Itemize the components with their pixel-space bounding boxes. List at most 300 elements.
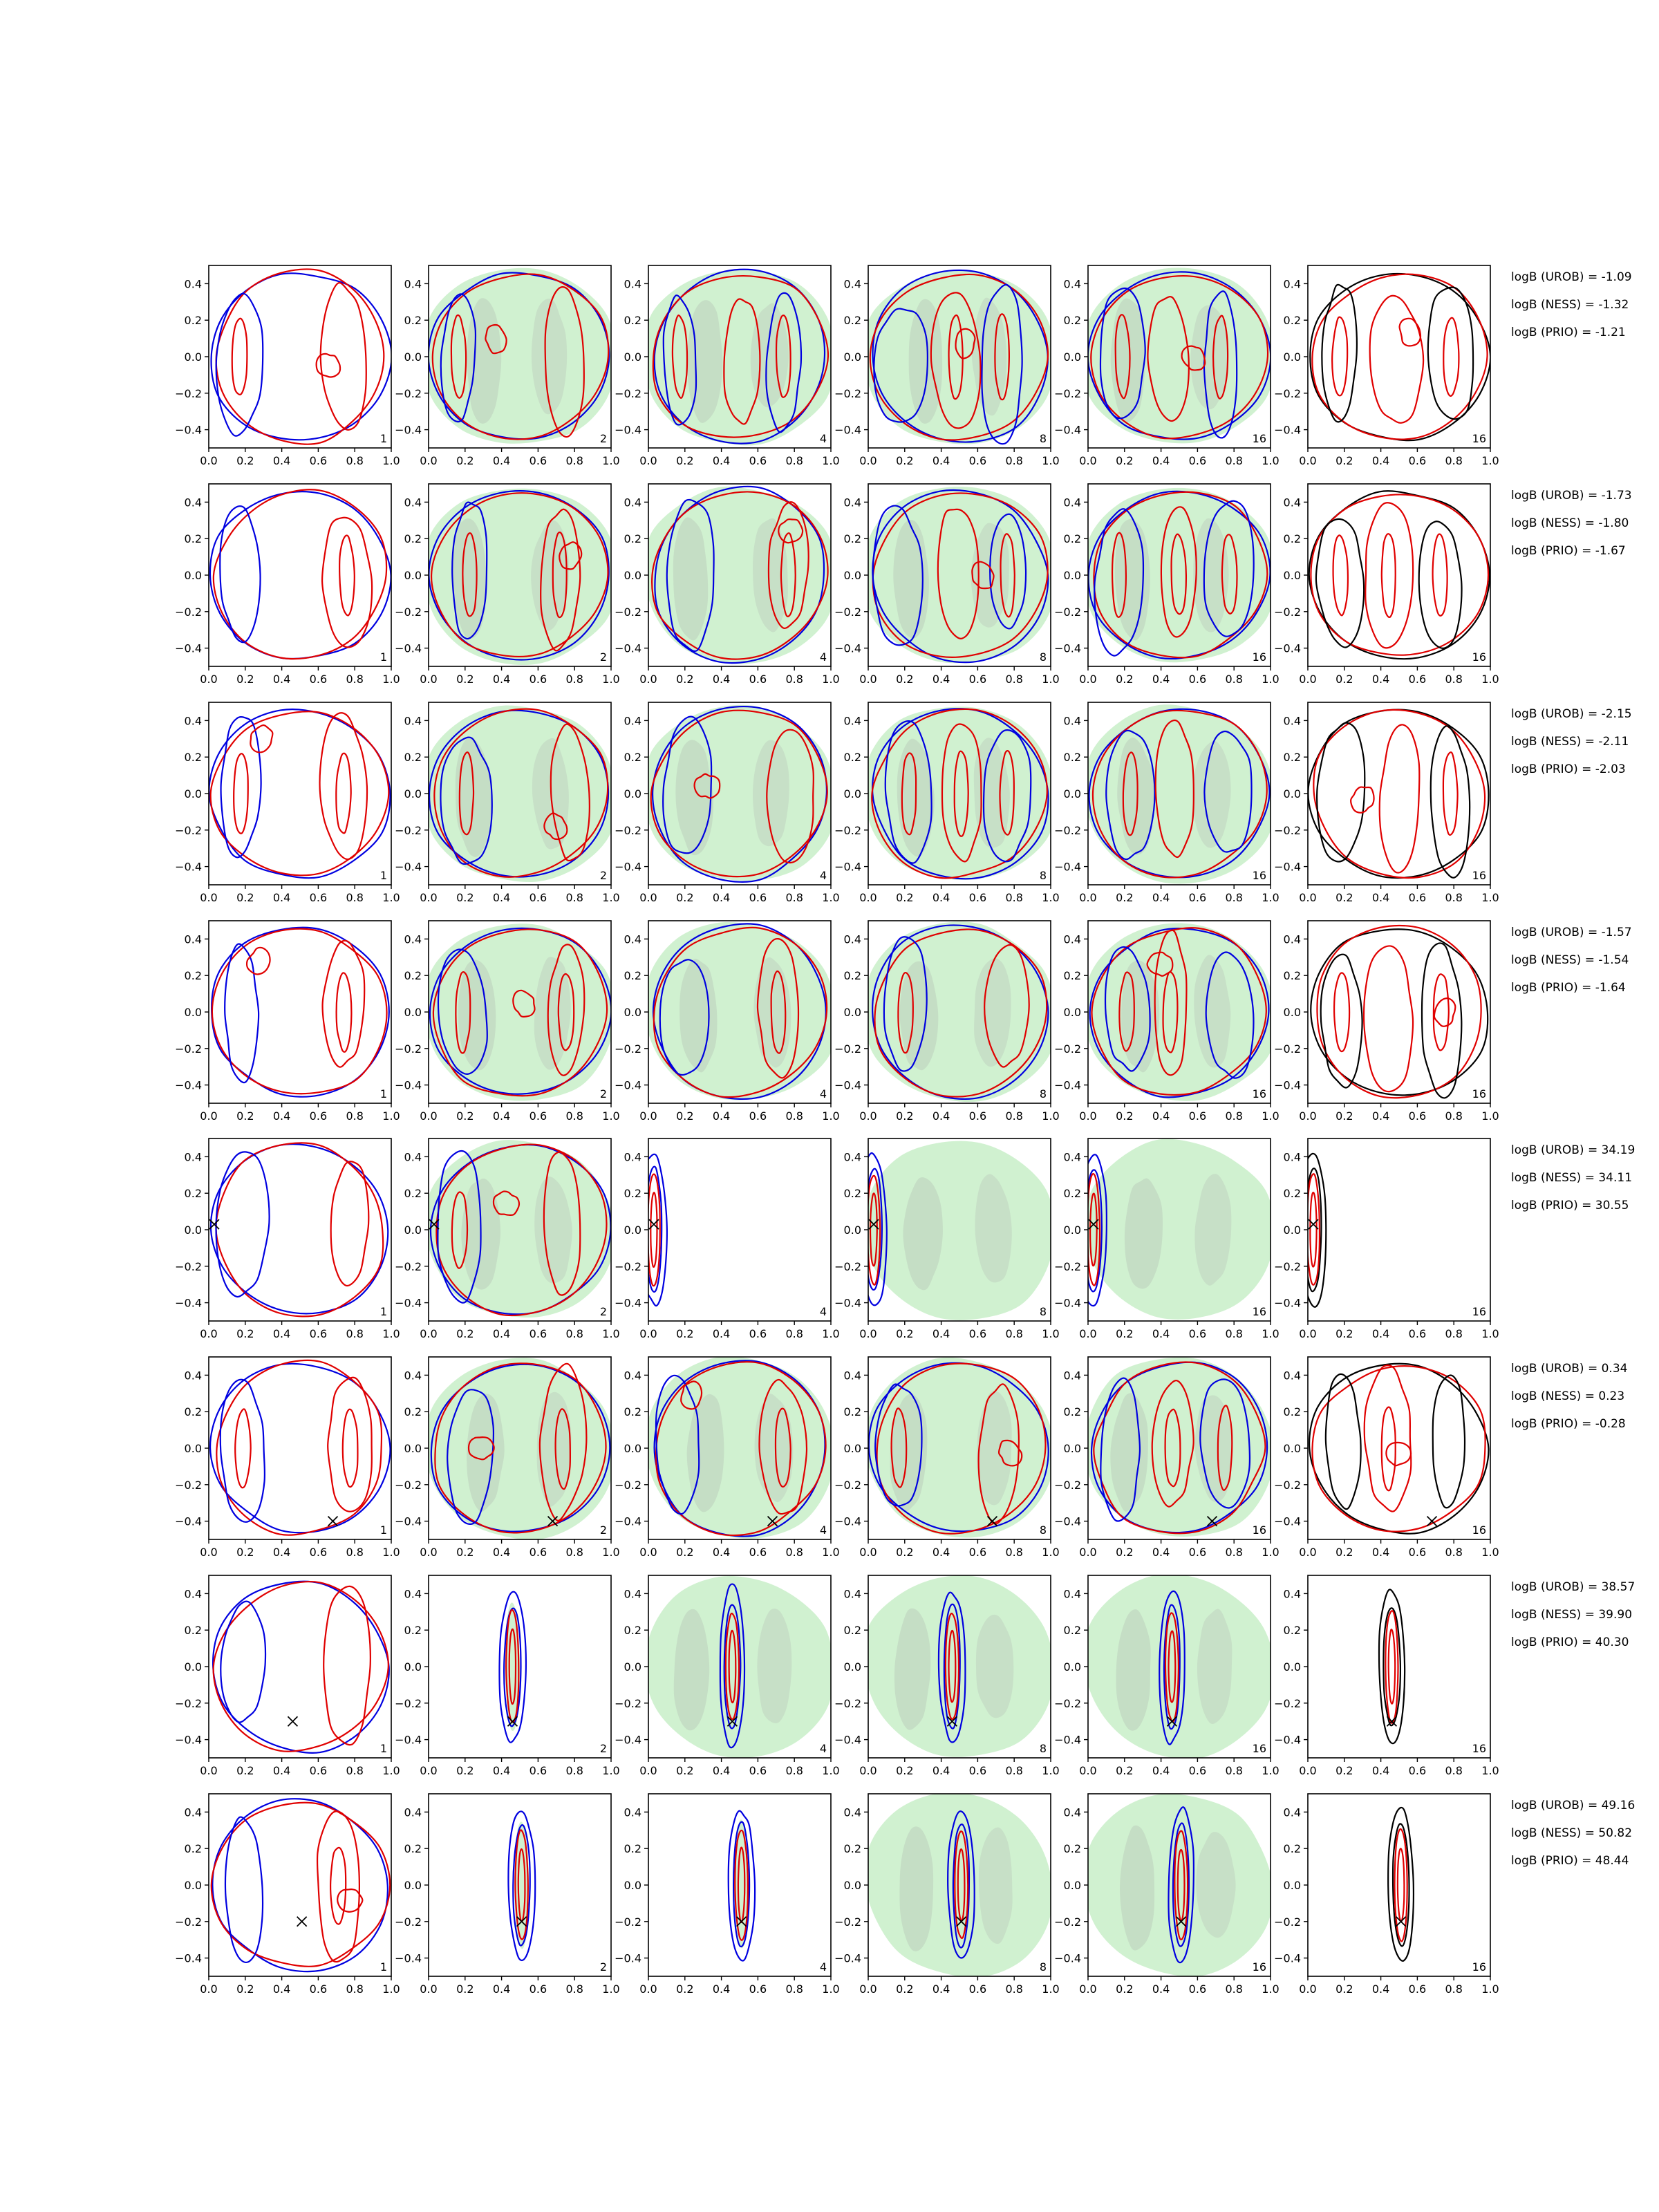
x-tick-label: 1.0 (382, 1764, 400, 1777)
logb-annotation: logB (PRIO) = -0.28 (1511, 1417, 1626, 1431)
axes-frame (1308, 921, 1490, 1103)
y-tick-label: 0.2 (184, 751, 202, 765)
y-tick-label: 0.0 (843, 1879, 861, 1892)
panel-r7-c3 (615, 1575, 840, 1777)
contour-lobe-inner (1334, 973, 1349, 1051)
x-tick-label: 0.6 (309, 1546, 328, 1559)
panel-label: 2 (599, 869, 607, 882)
x-tick-label: 1.0 (1481, 1983, 1499, 1996)
panel-r6-c6 (1274, 1357, 1499, 1559)
x-tick-label: 0.8 (1225, 891, 1243, 904)
panel-label: 1 (379, 1524, 387, 1537)
contour-frame-red (1313, 710, 1485, 878)
y-tick-label: 0.0 (843, 787, 861, 800)
logb-annotation: logB (NESS) = -1.54 (1511, 953, 1629, 967)
y-tick-label: 0.4 (843, 1150, 861, 1164)
y-tick-label: −0.2 (615, 1259, 641, 1273)
y-tick-label: 0.0 (1283, 350, 1301, 364)
panel-label: 4 (819, 1960, 827, 1974)
y-tick-label: 0.2 (404, 1187, 422, 1201)
contour-lobe-inner (1382, 1407, 1396, 1491)
logb-annotation: logB (NESS) = -1.80 (1511, 516, 1629, 530)
y-tick-label: 0.0 (843, 1660, 861, 1674)
x-tick-label: 0.2 (676, 454, 694, 467)
panel-label: 8 (1039, 1960, 1047, 1974)
y-tick-label: 0.0 (1063, 1224, 1081, 1237)
x-tick-label: 1.0 (822, 454, 840, 467)
x-tick-label: 0.4 (1152, 1327, 1170, 1340)
y-tick-label: −0.2 (615, 1696, 641, 1710)
x-tick-label: 0.6 (968, 891, 987, 904)
x-tick-label: 0.0 (1079, 673, 1097, 686)
x-tick-label: 0.2 (456, 891, 474, 904)
y-tick-label: 0.0 (404, 1660, 422, 1674)
y-tick-label: 0.2 (624, 532, 641, 546)
y-tick-label: 0.4 (1283, 932, 1301, 946)
x-tick-label: 0.4 (1152, 1546, 1170, 1559)
y-tick-label: 0.4 (843, 714, 861, 728)
contour-red-outer (1395, 1829, 1407, 1941)
x-tick-label: 0.8 (346, 1327, 364, 1340)
panel-r7-c2 (395, 1575, 620, 1777)
panel-r5-c1 (175, 1138, 400, 1340)
x-tick-label: 1.0 (1262, 1327, 1280, 1340)
x-tick-label: 0.8 (1445, 673, 1463, 686)
x-tick-label: 0.6 (1408, 891, 1427, 904)
y-tick-label: −0.4 (615, 1733, 641, 1747)
y-tick-label: −0.2 (834, 1259, 861, 1273)
axes-frame (1308, 1794, 1490, 1976)
x-tick-label: 0.2 (456, 1764, 474, 1777)
x-tick-label: 0.0 (639, 1546, 657, 1559)
y-tick-label: −0.4 (1274, 860, 1301, 874)
y-tick-label: 0.2 (404, 532, 422, 546)
panel-label: 2 (599, 1960, 607, 1974)
x-tick-label: 0.0 (1299, 1109, 1317, 1123)
x-tick-label: 0.0 (1079, 1327, 1097, 1340)
x-tick-label: 0.2 (1116, 454, 1134, 467)
contour-lobe (221, 1380, 265, 1522)
y-tick-label: −0.4 (395, 1078, 422, 1092)
x-tick-label: 0.8 (346, 1109, 364, 1123)
y-tick-label: −0.4 (1054, 641, 1081, 655)
logb-annotation: logB (PRIO) = -1.21 (1511, 326, 1626, 339)
x-tick-label: 0.8 (785, 891, 803, 904)
x-tick-label: 1.0 (1262, 1764, 1280, 1777)
y-tick-label: −0.2 (615, 605, 641, 619)
x-tick-label: 0.6 (968, 1546, 987, 1559)
contour-lobe (1380, 724, 1420, 872)
panel-label: 16 (1472, 650, 1486, 664)
y-tick-label: −0.2 (175, 386, 202, 400)
panel-r4-c1 (175, 921, 400, 1123)
contour-lobe-inner (235, 1409, 251, 1488)
panel-r8-c3 (615, 1794, 840, 1996)
contour-lobe-inner (1332, 317, 1347, 396)
y-tick-label: 0.0 (404, 1224, 422, 1237)
x-tick-label: 0.2 (1116, 1109, 1134, 1123)
y-tick-label: −0.4 (615, 641, 641, 655)
y-tick-label: −0.2 (1054, 1478, 1081, 1492)
y-tick-label: 0.2 (1063, 1405, 1081, 1419)
x-tick-label: 0.8 (346, 1764, 364, 1777)
logb-annotation: logB (UROB) = 49.16 (1511, 1799, 1635, 1812)
x-tick-label: 0.4 (1152, 673, 1170, 686)
contour-lobe (328, 1378, 372, 1512)
y-tick-label: −0.2 (834, 1915, 861, 1929)
x-tick-label: 1.0 (602, 673, 620, 686)
y-tick-label: −0.4 (834, 1515, 861, 1528)
y-tick-label: 0.4 (843, 1369, 861, 1382)
x-tick-label: 0.0 (1079, 1546, 1097, 1559)
x-tick-label: 0.4 (1371, 454, 1390, 467)
x-tick-label: 0.4 (1152, 1764, 1170, 1777)
x-tick-label: 0.0 (1079, 1109, 1097, 1123)
x-tick-label: 0.2 (1335, 1546, 1353, 1559)
contour-lobe (331, 1161, 369, 1286)
panel-r4-c2 (395, 921, 620, 1123)
panel-label: 16 (1252, 1087, 1266, 1100)
panel-label: 8 (1039, 1524, 1047, 1537)
y-tick-label: 0.4 (184, 277, 202, 291)
x-tick-label: 0.6 (1408, 1546, 1427, 1559)
contour-lobe (225, 1817, 263, 1962)
panel-label: 2 (599, 432, 607, 445)
contour-lobe-inner (1382, 534, 1396, 617)
y-tick-label: 0.2 (404, 969, 422, 983)
x-tick-label: 1.0 (1262, 891, 1280, 904)
x-tick-label: 0.0 (859, 454, 877, 467)
panel-label: 2 (599, 1087, 607, 1100)
x-tick-label: 0.6 (529, 1983, 547, 1996)
y-tick-label: −0.4 (175, 1078, 202, 1092)
contour-lobe (324, 1586, 371, 1745)
y-tick-label: 0.2 (1283, 1187, 1301, 1201)
x-tick-label: 0.0 (1299, 673, 1317, 686)
x-tick-label: 0.4 (1371, 1983, 1390, 1996)
density-fill (425, 706, 615, 882)
x-tick-label: 0.6 (968, 454, 987, 467)
x-tick-label: 0.6 (1408, 1327, 1427, 1340)
y-tick-label: −0.4 (395, 423, 422, 437)
x-tick-label: 0.4 (1371, 891, 1390, 904)
panel-label: 4 (819, 1524, 827, 1537)
y-tick-label: 0.2 (1063, 532, 1081, 546)
x-tick-label: 0.0 (420, 454, 438, 467)
y-tick-label: 0.0 (404, 787, 422, 800)
panel-r7-c6 (1274, 1575, 1499, 1777)
y-tick-label: 0.4 (624, 1587, 641, 1601)
x-tick-label: 0.8 (565, 454, 583, 467)
contour-lobe (321, 283, 366, 430)
x-tick-label: 0.2 (236, 891, 254, 904)
logb-annotation: logB (NESS) = -2.11 (1511, 735, 1629, 749)
y-tick-label: 0.0 (1283, 1879, 1301, 1892)
panel-label: 1 (379, 432, 387, 445)
panel-r5-c3 (615, 1138, 840, 1340)
y-tick-label: 0.4 (1283, 1150, 1301, 1164)
x-tick-label: 1.0 (1481, 1546, 1499, 1559)
y-tick-label: 0.2 (624, 751, 641, 765)
y-tick-label: −0.4 (1274, 1296, 1301, 1310)
y-tick-label: −0.2 (834, 1478, 861, 1492)
y-tick-label: −0.2 (175, 605, 202, 619)
density-fill-inner (909, 299, 942, 424)
x-tick-label: 0.0 (639, 673, 657, 686)
x-tick-label: 0.4 (1371, 673, 1390, 686)
y-tick-label: −0.4 (834, 423, 861, 437)
x-tick-label: 1.0 (602, 1109, 620, 1123)
y-tick-label: −0.2 (1054, 1042, 1081, 1056)
x-tick-label: 0.8 (785, 673, 803, 686)
x-tick-label: 0.2 (896, 1109, 914, 1123)
panel-label: 4 (819, 432, 827, 445)
x-tick-label: 0.0 (200, 1764, 218, 1777)
x-tick-label: 0.4 (712, 1546, 731, 1559)
panel-label: 8 (1039, 1742, 1047, 1755)
logb-annotation: logB (NESS) = -1.32 (1511, 298, 1629, 312)
panel-label: 16 (1472, 432, 1486, 445)
y-tick-label: 0.4 (184, 714, 202, 728)
x-tick-label: 1.0 (382, 1546, 400, 1559)
panel-label: 2 (599, 1524, 607, 1537)
x-tick-label: 0.6 (1188, 1109, 1207, 1123)
y-tick-label: 0.2 (624, 1187, 641, 1201)
y-tick-label: −0.2 (1274, 1696, 1301, 1710)
x-tick-label: 0.8 (1225, 454, 1243, 467)
x-tick-label: 0.8 (1445, 1764, 1463, 1777)
x-tick-label: 0.4 (1371, 1764, 1390, 1777)
y-tick-label: −0.4 (1054, 1296, 1081, 1310)
panel-label: 4 (819, 1742, 827, 1755)
x-tick-label: 0.2 (1116, 1327, 1134, 1340)
panel-r6-c2 (395, 1357, 620, 1559)
logb-annotation: logB (UROB) = 38.57 (1511, 1580, 1635, 1594)
x-tick-label: 0.8 (1005, 891, 1023, 904)
x-tick-label: 0.6 (749, 454, 767, 467)
y-tick-label: 0.2 (1063, 751, 1081, 765)
y-tick-label: −0.4 (1274, 423, 1301, 437)
contour-lobe-inner (1333, 535, 1348, 615)
x-tick-label: 0.6 (1408, 1764, 1427, 1777)
panel-label: 4 (819, 650, 827, 664)
panel-label: 1 (379, 869, 387, 882)
contour-lobe (1316, 519, 1364, 648)
x-tick-label: 0.8 (1225, 1546, 1243, 1559)
y-tick-label: 0.2 (184, 969, 202, 983)
panel-r1-c3 (615, 265, 840, 467)
y-tick-label: 0.4 (1283, 714, 1301, 728)
x-tick-label: 0.6 (309, 1109, 328, 1123)
y-tick-label: 0.4 (1063, 1369, 1081, 1382)
y-tick-label: 0.4 (1283, 1806, 1301, 1819)
y-tick-label: 0.0 (843, 569, 861, 582)
x-tick-label: 1.0 (1262, 1546, 1280, 1559)
y-tick-label: −0.4 (175, 1515, 202, 1528)
panel-r3-c1 (175, 702, 400, 904)
y-tick-label: 0.4 (1063, 714, 1081, 728)
panel-label: 1 (379, 1305, 387, 1318)
x-tick-label: 1.0 (822, 1546, 840, 1559)
y-tick-label: 0.2 (1283, 1842, 1301, 1856)
x-tick-label: 1.0 (382, 1109, 400, 1123)
y-tick-label: −0.4 (175, 1296, 202, 1310)
x-tick-label: 1.0 (1481, 1327, 1499, 1340)
y-tick-label: 0.4 (843, 496, 861, 509)
x-tick-label: 1.0 (822, 1983, 840, 1996)
x-tick-label: 0.4 (1152, 454, 1170, 467)
density-fill (865, 1792, 1053, 1978)
y-tick-label: −0.2 (1274, 1915, 1301, 1929)
x-tick-label: 0.2 (1116, 1546, 1134, 1559)
x-tick-label: 0.2 (1116, 673, 1134, 686)
panel-r4-c5 (1054, 921, 1280, 1123)
y-tick-label: 0.2 (1063, 1624, 1081, 1638)
x-tick-label: 0.2 (1335, 1764, 1353, 1777)
x-tick-label: 0.2 (236, 1546, 254, 1559)
x-tick-label: 0.2 (676, 1327, 694, 1340)
y-tick-label: 0.4 (404, 714, 422, 728)
axes-frame (209, 1138, 391, 1321)
x-tick-label: 0.8 (346, 1546, 364, 1559)
y-tick-label: 0.2 (404, 1842, 422, 1856)
x-tick-label: 0.2 (676, 1546, 694, 1559)
x-tick-label: 0.6 (1408, 1983, 1427, 1996)
x-tick-label: 1.0 (822, 673, 840, 686)
contour-lobe (1317, 723, 1365, 862)
logb-annotation: logB (UROB) = -1.57 (1511, 926, 1632, 939)
x-tick-label: 0.6 (749, 1764, 767, 1777)
x-tick-label: 0.2 (236, 1109, 254, 1123)
x-tick-label: 0.6 (1188, 1764, 1207, 1777)
y-tick-label: 0.4 (843, 932, 861, 946)
axes-frame (1308, 1138, 1490, 1321)
panel-label: 8 (1039, 1305, 1047, 1318)
x-tick-label: 1.0 (602, 891, 620, 904)
logb-annotation: logB (UROB) = -1.73 (1511, 489, 1632, 503)
x-tick-label: 0.4 (932, 673, 950, 686)
y-tick-label: 0.2 (184, 1624, 202, 1638)
x-tick-label: 0.2 (1335, 1983, 1353, 1996)
x-tick-label: 0.6 (1188, 454, 1207, 467)
x-tick-label: 0.4 (712, 673, 731, 686)
y-tick-label: −0.4 (1054, 1951, 1081, 1965)
y-tick-label: −0.2 (395, 1478, 422, 1492)
y-tick-label: −0.4 (834, 641, 861, 655)
y-tick-label: −0.2 (1274, 1259, 1301, 1273)
x-tick-label: 1.0 (1042, 1764, 1060, 1777)
y-tick-label: −0.4 (1054, 1515, 1081, 1528)
x-tick-label: 0.6 (1408, 673, 1427, 686)
x-tick-label: 0.4 (492, 1327, 511, 1340)
panel-label: 1 (379, 650, 387, 664)
y-tick-label: 0.4 (404, 932, 422, 946)
x-tick-label: 0.8 (785, 1109, 803, 1123)
y-tick-label: −0.2 (834, 1696, 861, 1710)
contour-lobe-inner (343, 1409, 358, 1487)
true-point-marker (297, 1917, 307, 1927)
x-tick-label: 0.6 (309, 673, 328, 686)
x-tick-label: 1.0 (602, 1546, 620, 1559)
y-tick-label: −0.2 (615, 823, 641, 837)
y-tick-label: 0.4 (184, 1369, 202, 1382)
panel-label: 2 (599, 1742, 607, 1755)
y-tick-label: −0.2 (175, 1915, 202, 1929)
y-tick-label: 0.0 (843, 350, 861, 364)
y-tick-label: 0.0 (1063, 1660, 1081, 1674)
y-tick-label: 0.2 (1283, 969, 1301, 983)
true-point-marker (1396, 1917, 1406, 1927)
x-tick-label: 1.0 (602, 1764, 620, 1777)
y-tick-label: 0.4 (624, 277, 641, 291)
contour-lobe (1433, 1376, 1465, 1508)
y-tick-label: 0.4 (1063, 277, 1081, 291)
y-tick-label: 0.2 (843, 1405, 861, 1419)
contour-lobe-inner (336, 753, 350, 833)
x-tick-label: 0.8 (1225, 673, 1243, 686)
y-tick-label: 0.2 (404, 1624, 422, 1638)
x-tick-label: 1.0 (1042, 1983, 1060, 1996)
y-tick-label: 0.4 (843, 1587, 861, 1601)
y-tick-label: 0.0 (184, 787, 202, 800)
x-tick-label: 0.0 (639, 454, 657, 467)
panel-label: 8 (1039, 1087, 1047, 1100)
x-tick-label: 0.4 (932, 1109, 950, 1123)
axes-frame (1308, 702, 1490, 885)
density-fill (424, 924, 615, 1100)
x-tick-label: 0.2 (676, 1109, 694, 1123)
panel-r4-c3 (615, 921, 840, 1123)
x-tick-label: 0.2 (676, 891, 694, 904)
x-tick-label: 0.6 (309, 1764, 328, 1777)
x-tick-label: 0.0 (420, 1327, 438, 1340)
panel-label: 16 (1252, 1742, 1266, 1755)
y-tick-label: −0.4 (175, 641, 202, 655)
y-tick-label: −0.2 (1054, 1915, 1081, 1929)
x-tick-label: 0.6 (968, 1109, 987, 1123)
y-tick-label: −0.2 (395, 1259, 422, 1273)
y-tick-label: 0.2 (404, 751, 422, 765)
contour-frame (212, 928, 389, 1097)
x-tick-label: 0.2 (1116, 1983, 1134, 1996)
y-tick-label: 0.0 (843, 1224, 861, 1237)
panel-r2-c4 (834, 484, 1060, 686)
x-tick-label: 1.0 (382, 1327, 400, 1340)
contour-lobe (1326, 1374, 1361, 1509)
x-tick-label: 0.6 (529, 1327, 547, 1340)
x-tick-label: 1.0 (822, 1764, 840, 1777)
x-tick-label: 0.2 (896, 1983, 914, 1996)
y-tick-label: 0.0 (624, 1442, 641, 1455)
x-tick-label: 0.0 (1299, 1983, 1317, 1996)
x-tick-label: 0.8 (1445, 1983, 1463, 1996)
y-tick-label: 0.4 (843, 277, 861, 291)
x-tick-label: 0.8 (785, 454, 803, 467)
y-tick-label: 0.4 (404, 1150, 422, 1164)
density-fill-inner (979, 1828, 1013, 1944)
panel-label: 4 (819, 1305, 827, 1318)
x-tick-label: 0.6 (529, 1546, 547, 1559)
x-tick-label: 0.0 (1299, 1764, 1317, 1777)
x-tick-label: 0.0 (420, 1983, 438, 1996)
panel-label: 1 (379, 1087, 387, 1100)
contour-lobe-inner (1443, 752, 1458, 835)
y-tick-label: 0.2 (843, 532, 861, 546)
panel-r3-c5 (1054, 702, 1280, 904)
contour-lobe (1419, 521, 1462, 648)
y-tick-label: 0.4 (1283, 277, 1301, 291)
x-tick-label: 0.6 (1188, 1546, 1207, 1559)
